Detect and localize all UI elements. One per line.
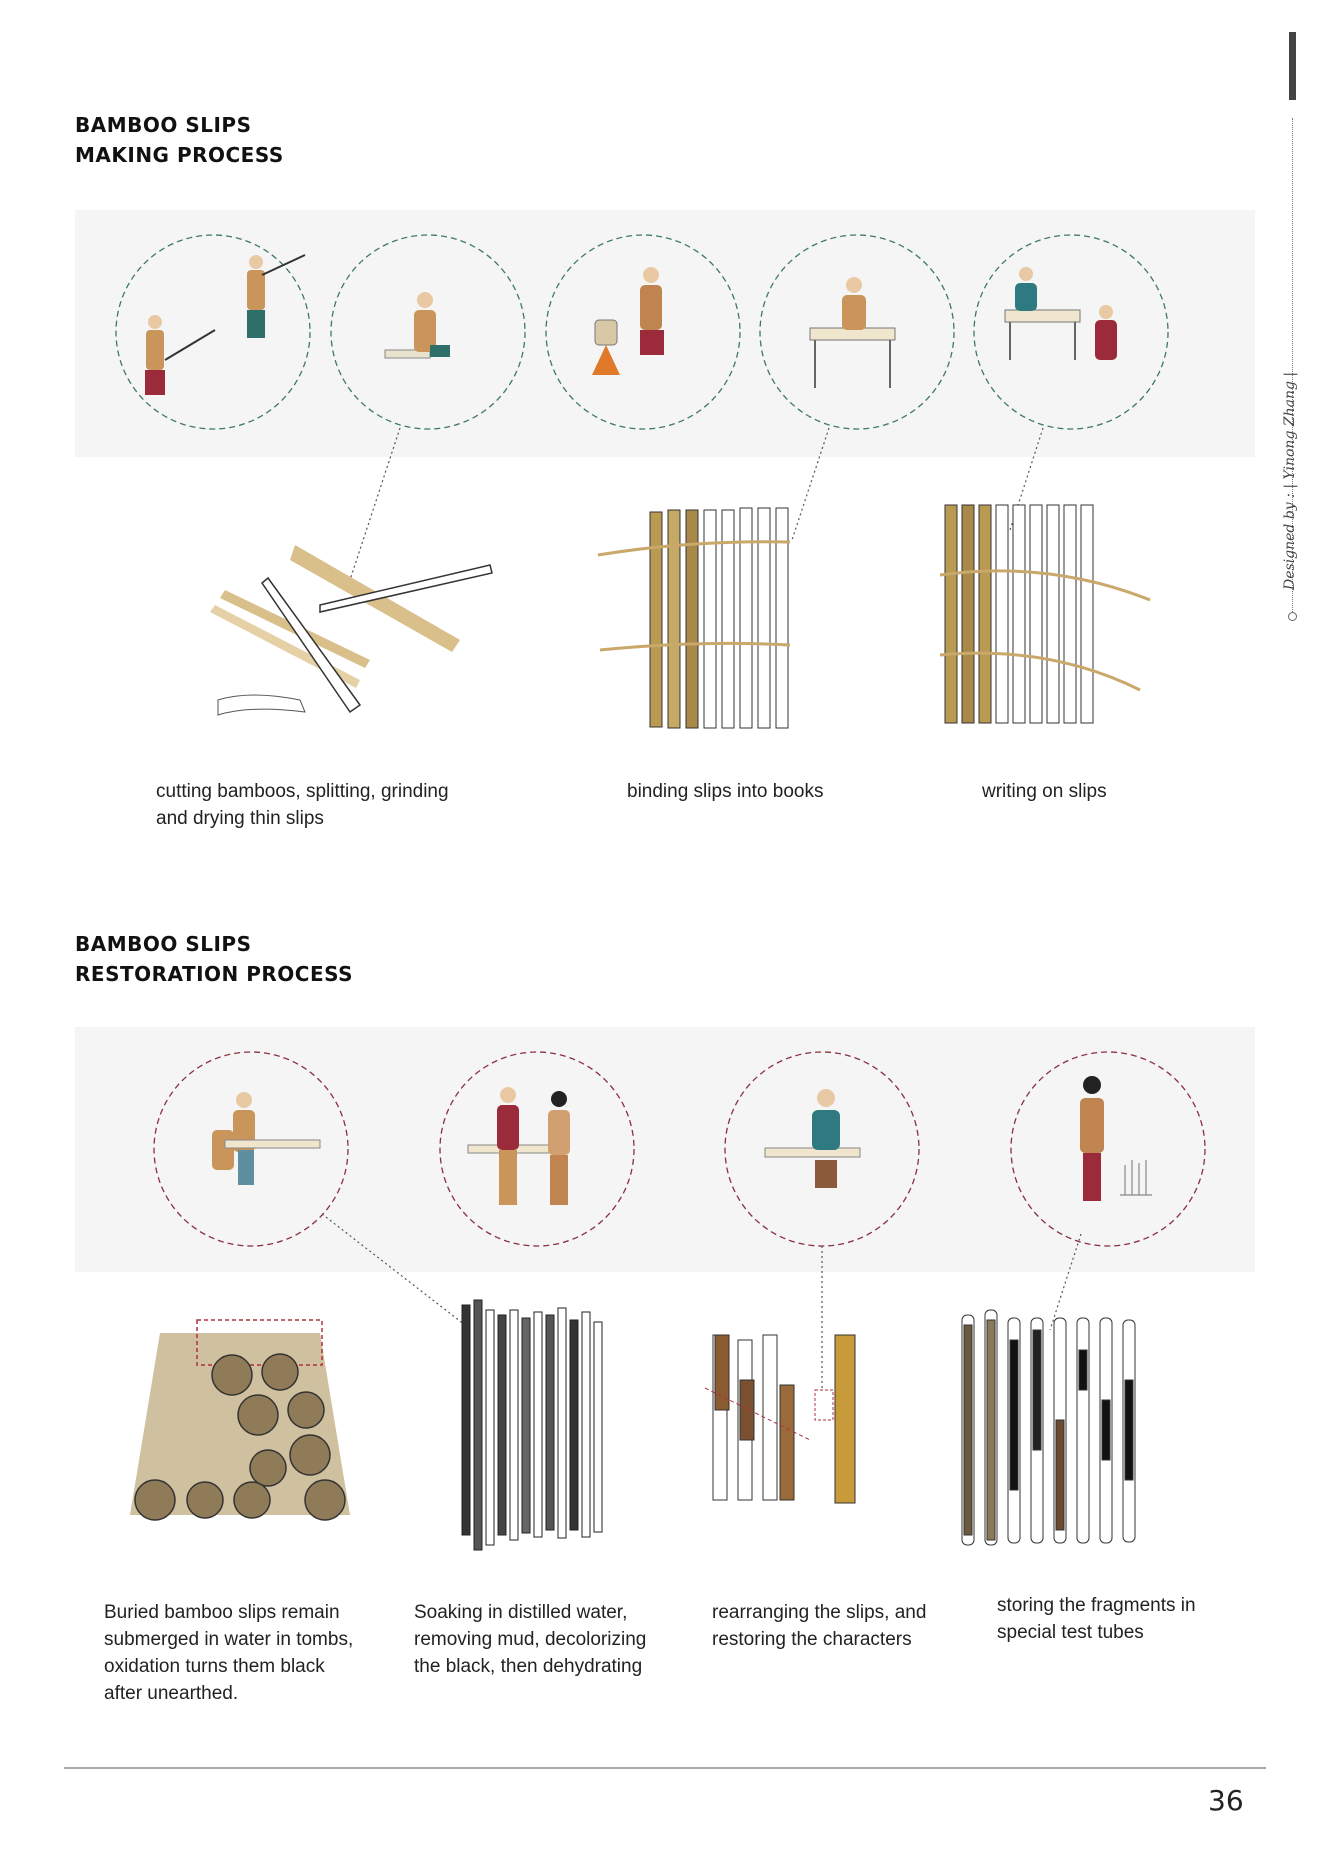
connector-making-2 xyxy=(792,428,829,540)
restoration-caption-1: Buried bamboo slips remain submerged in water in tombs, oxidation turns them black after unearthed. xyxy=(104,1602,354,1704)
rearranged-fragments-illustration xyxy=(705,1335,855,1503)
restoration-heading-line1: BAMBOO SLIPS xyxy=(75,932,252,956)
connector-restoration-1 xyxy=(322,1214,465,1325)
designer-credit: Designed by : | Yinong Zhang | xyxy=(1282,371,1298,590)
making-caption-3: writing on slips xyxy=(982,781,1107,802)
written-slips-illustration xyxy=(940,505,1150,723)
making-figures xyxy=(145,255,1117,395)
making-caption-2: binding slips into books xyxy=(627,781,824,802)
footer-rule xyxy=(64,1767,1266,1769)
tomb-jars-illustration xyxy=(130,1320,350,1520)
blackened-slips-illustration xyxy=(462,1300,602,1550)
making-step-circle-5 xyxy=(974,235,1168,429)
making-heading-line2: MAKING PROCESS xyxy=(75,143,284,167)
connector-making-1 xyxy=(350,428,400,580)
connector-restoration-3 xyxy=(1050,1234,1081,1330)
restoration-caption-3: rearranging the slips, and restoring the characters xyxy=(712,1602,927,1650)
making-caption-1: cutting bamboos, splitting, grinding and drying thin slips xyxy=(156,781,449,829)
bound-slips-illustration xyxy=(598,508,790,728)
cutting-tools-illustration xyxy=(210,545,492,715)
test-tubes-illustration xyxy=(962,1310,1135,1545)
making-heading-line1: BAMBOO SLIPS xyxy=(75,113,252,137)
restoration-heading-line2: RESTORATION PROCESS xyxy=(75,962,354,986)
restoration-caption-4: storing the fragments in special test tubes xyxy=(997,1595,1196,1643)
restoration-caption-2: Soaking in distilled water, removing mud, decolorizing the black, then dehydrating xyxy=(414,1602,647,1677)
restoration-step-circle-4 xyxy=(1011,1052,1205,1246)
page-number: 36 xyxy=(1208,1784,1244,1817)
